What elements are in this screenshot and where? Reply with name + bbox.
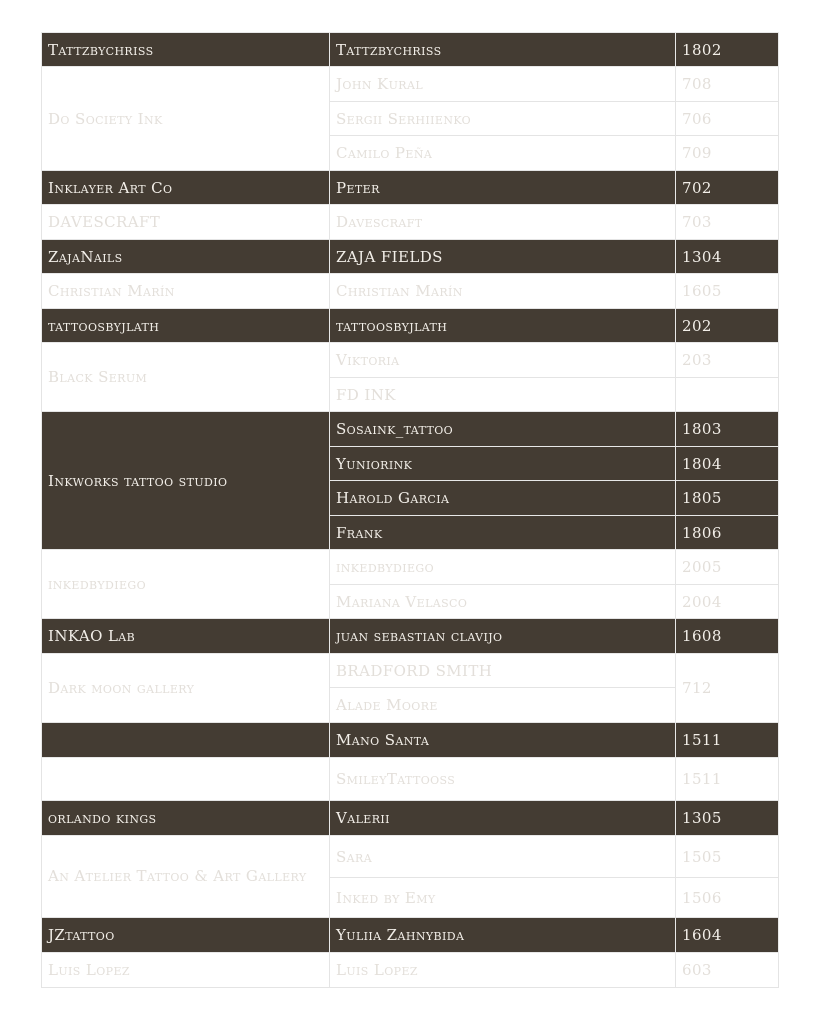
- artist-id: 708: [676, 67, 779, 102]
- studio-name: [42, 723, 330, 758]
- table-row: [42, 171, 779, 205]
- artist-id: 1806: [676, 516, 779, 550]
- studio-artist-table: [41, 32, 779, 988]
- studio-name: Tattzbychriss: [42, 33, 330, 67]
- artist-name: juan sebastian clavijo: [330, 619, 676, 654]
- artist-id: [676, 378, 779, 412]
- studio-name: Inklayer Art Co: [42, 171, 330, 205]
- artist-id: 1805: [676, 481, 779, 516]
- table-row: [42, 654, 779, 688]
- artist-id: 202: [676, 309, 779, 343]
- artist-name: Luis Lopez: [330, 953, 676, 988]
- artist-id: 1803: [676, 412, 779, 447]
- table-row: [42, 723, 779, 758]
- artist-name: inkedbydiego: [330, 550, 676, 585]
- artist-id: 603: [676, 953, 779, 988]
- artist-id: 2005: [676, 550, 779, 585]
- artist-name: Christian Marín: [330, 274, 676, 309]
- table-row: [42, 309, 779, 343]
- artist-id: 702: [676, 171, 779, 205]
- artist-name: Camilo Peña: [330, 136, 676, 171]
- artist-name: Tattzbychriss: [330, 33, 676, 67]
- artist-id: 1304: [676, 240, 779, 274]
- artist-name: FD INK: [330, 378, 676, 412]
- artist-name: Frank: [330, 516, 676, 550]
- artist-id: 1505: [676, 836, 779, 878]
- studio-name: Dark moon gallery: [42, 654, 330, 723]
- studio-name: JZtattoo: [42, 918, 330, 953]
- artist-id: 1605: [676, 274, 779, 309]
- studio-name: orlando kings: [42, 801, 330, 836]
- artist-id: 1305: [676, 801, 779, 836]
- studio-name: Black Serum: [42, 343, 330, 412]
- table-row: [42, 205, 779, 240]
- table-row: [42, 240, 779, 274]
- artist-name: Sergii Serhiienko: [330, 102, 676, 136]
- table-row: [42, 918, 779, 953]
- studio-name: Luis Lopez: [42, 953, 330, 988]
- artist-id: 709: [676, 136, 779, 171]
- artist-name: Harold Garcia: [330, 481, 676, 516]
- studio-name: An Atelier Tattoo & Art Gallery: [42, 836, 330, 918]
- studio-name: Inkworks tattoo studio: [42, 412, 330, 550]
- artist-id: 712: [676, 654, 779, 723]
- artist-name: Alade Moore: [330, 688, 676, 723]
- studio-name: Do Society Ink: [42, 67, 330, 171]
- studio-name: inkedbydiego: [42, 550, 330, 619]
- artist-name: ZAJA FIELDS: [330, 240, 676, 274]
- artist-id: 1506: [676, 878, 779, 918]
- artist-id: 706: [676, 102, 779, 136]
- artist-id: 1608: [676, 619, 779, 654]
- artist-name: John Kural: [330, 67, 676, 102]
- artist-id: 703: [676, 205, 779, 240]
- table-row: [42, 619, 779, 654]
- artist-name: SmileyTattooss: [330, 758, 676, 801]
- studio-name: INKAO Lab: [42, 619, 330, 654]
- artist-name: Davescraft: [330, 205, 676, 240]
- artist-id: 1511: [676, 723, 779, 758]
- table-row: [42, 758, 779, 801]
- artist-name: Yuniorink: [330, 447, 676, 481]
- artist-name: Mariana Velasco: [330, 585, 676, 619]
- artist-id: 203: [676, 343, 779, 378]
- studio-name: [42, 758, 330, 801]
- artist-id: 2004: [676, 585, 779, 619]
- studio-name: ZajaNails: [42, 240, 330, 274]
- artist-id: 1511: [676, 758, 779, 801]
- artist-id: 1604: [676, 918, 779, 953]
- artist-id: 1802: [676, 33, 779, 67]
- artist-name: Sosaink_tattoo: [330, 412, 676, 447]
- artist-name: Viktoria: [330, 343, 676, 378]
- table-row: [42, 550, 779, 585]
- studio-name: Christian Marín: [42, 274, 330, 309]
- studio-name: DAVESCRAFT: [42, 205, 330, 240]
- table-row: [42, 343, 779, 378]
- artist-name: Yuliia Zahnybida: [330, 918, 676, 953]
- artist-id: 1804: [676, 447, 779, 481]
- table-row: [42, 274, 779, 309]
- artist-name: BRADFORD SMITH: [330, 654, 676, 688]
- table-row: [42, 67, 779, 102]
- table-row: [42, 836, 779, 878]
- artist-name: Mano Santa: [330, 723, 676, 758]
- artist-name: Sara: [330, 836, 676, 878]
- table-row: [42, 953, 779, 988]
- table-row: [42, 33, 779, 67]
- table-row: [42, 801, 779, 836]
- artist-name: tattoosbyjlath: [330, 309, 676, 343]
- artist-name: Inked by Emy: [330, 878, 676, 918]
- studio-name: tattoosbyjlath: [42, 309, 330, 343]
- artist-name: Peter: [330, 171, 676, 205]
- artist-name: Valerii: [330, 801, 676, 836]
- table-row: [42, 412, 779, 447]
